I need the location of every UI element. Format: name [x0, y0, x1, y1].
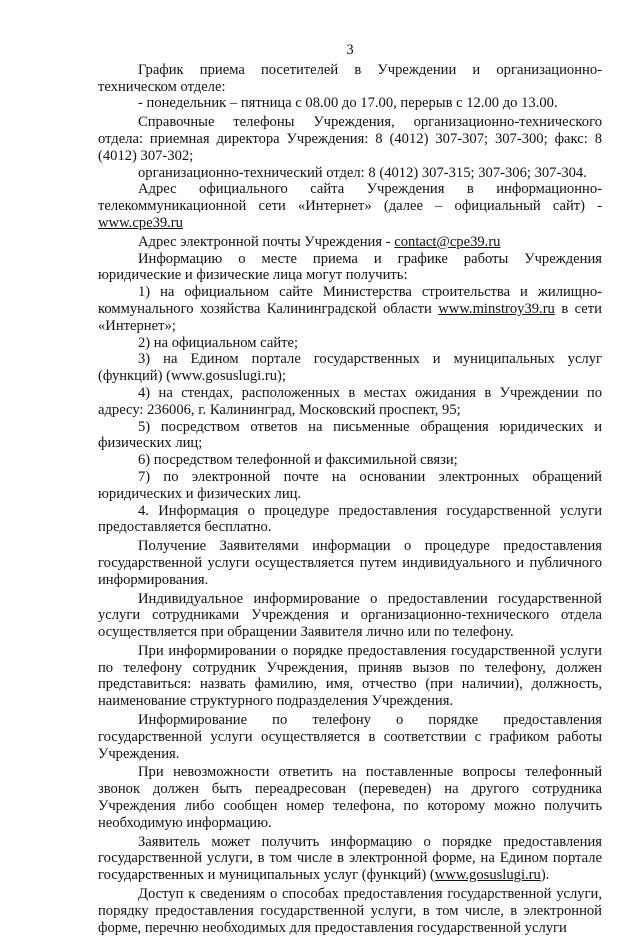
paragraph: Справочные телефоны Учреждения, организационно-технического отдела: приемная директора Учреждения: 8 (4012) 307-307; 307-300; факс: 8 (4012) 307-302; — [98, 114, 602, 164]
paragraph-text: в сети «Интернет»; — [98, 300, 602, 334]
paragraph: - понедельник – пятница с 08.00 до 17.00, перерыв с 12.00 до 13.00. — [138, 95, 558, 112]
paragraph: 6) посредством телефонной и факсимильной связи; — [138, 452, 458, 469]
paragraph-text: Заявитель может получить информацию о порядке предоставления государственной услуги, в том числе в электронной форме, на Едином портале государственных и муниципальных услуг (функций) ( — [98, 833, 602, 884]
paragraph-text: 1) на официальном сайте Министерства строительства и жилищно-коммунального хозяйства Калининградской области — [98, 284, 602, 317]
site-link[interactable]: www.cpe39.ru — [98, 214, 183, 231]
paragraph: Информирование по телефону о порядке предоставления государственной услуги осуществляется в соответствии с графиком работы Учреждения. — [98, 712, 602, 762]
paragraph-gosuslugi — [98, 834, 602, 884]
paragraph: Информацию о месте приема и графике работы Учреждения юридические и физические лица могут получить: — [98, 250, 602, 284]
paragraph: 4) на стендах, расположенных в местах ожидания в Учреждении по адресу: 236006, г. Калининград, Московский проспект, 95; — [98, 384, 602, 418]
paragraph: 4. Информация о процедуре предоставления государственной услуги предоставляется бесплатно. — [98, 502, 602, 536]
paragraph: Доступ к сведениям о способах предоставления государственной услуги, порядку предоставления государственной услуги, в том числе, в электронной форме, перечню необходимых для предоставления государственной услуги — [98, 886, 602, 936]
paragraph: Индивидуальное информирование о предоставлении государственной услуги сотрудниками Учреждения и организационно-технического отдела осуществляется при обращении Заявителя лично или по телефону. — [98, 590, 602, 641]
paragraph-email — [98, 234, 602, 251]
paragraph: График приема посетителей в Учреждении и организационно-техническом отделе: — [98, 61, 602, 95]
paragraph: организационно-технический отдел: 8 (4012) 307-315; 307-306; 307-304. — [138, 164, 587, 181]
paragraph: 5) посредством ответов на письменные обращения юридических и физических лиц; — [98, 418, 602, 452]
paragraph: 7) по электронной почте на основании электронных обращений юридических и физических лиц. — [98, 468, 602, 502]
paragraph: 2) на официальном сайте; — [138, 334, 299, 351]
paragraph: 3) на Едином портале государственных и муниципальных услуг (функций) (www.gosuslugi.ru); — [98, 351, 602, 385]
minstroy-link[interactable]: www.minstroy39.ru — [438, 300, 555, 317]
gosuslugi-link[interactable]: www.gosuslugi.ru — [434, 867, 541, 884]
paragraph-text: Адрес официального сайта Учреждения в информационно-телекоммуникационной сети «Интернет» (далее – официальный сайт) - — [98, 181, 602, 215]
page-number: 3 — [346, 42, 354, 58]
paragraph-text: Адрес электронной почты Учреждения - — [138, 233, 391, 250]
paragraph-minstroy — [98, 284, 602, 334]
paragraph: При информировании о порядке предоставления государственной услуги по телефону сотрудник Учреждения, приняв вызов по телефону, должен представиться: назвать фамилию, имя, отчество (при наличии), должность, наименование структурного подразделения Учреждения. — [98, 642, 602, 710]
email-link[interactable]: contact@cpe39.ru — [394, 233, 501, 250]
paragraph: Получение Заявителями информации о процедуре предоставления государственной услуги осуществляется путем индивидуального и публичного информирования. — [98, 538, 602, 588]
paragraph-text: ). — [540, 867, 550, 884]
paragraph-site-address — [98, 181, 602, 231]
paragraph: При невозможности ответить на поставленные вопросы телефонный звонок должен быть переадресован (переведен) на другого сотрудника Учреждения либо сообщен номер телефона, по которому можно получить необходимую информацию. — [98, 764, 602, 831]
